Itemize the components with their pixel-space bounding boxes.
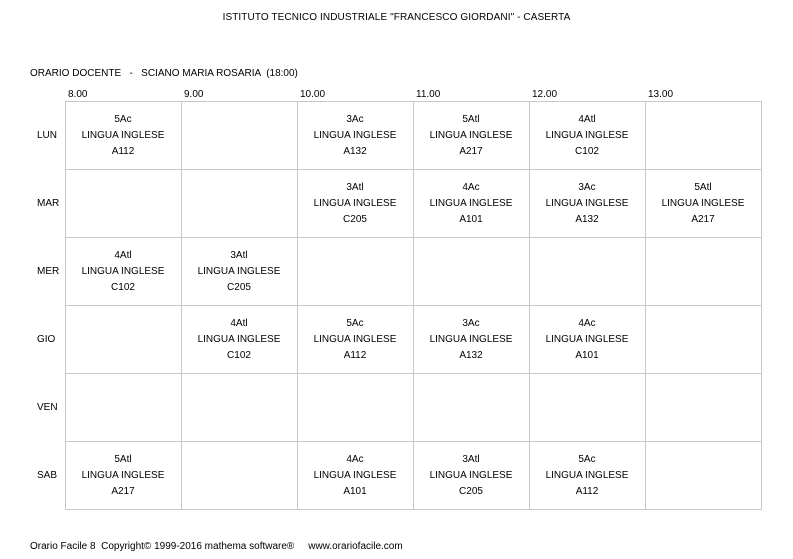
empty-cell xyxy=(297,238,413,306)
day-label: LUN xyxy=(30,102,65,170)
lesson-cell xyxy=(181,238,297,306)
page-title: ISTITUTO TECNICO INDUSTRIALE "FRANCESCO GIORDANI" - CASERTA xyxy=(222,12,571,23)
lesson-cell xyxy=(529,102,645,170)
lesson xyxy=(298,112,413,160)
table-row xyxy=(30,238,761,306)
lesson-class: 5Atl xyxy=(462,113,480,125)
lesson-subject: LINGUA INGLESE xyxy=(313,129,397,141)
lesson-room: A132 xyxy=(343,145,367,157)
day-label: GIO xyxy=(30,306,65,374)
lesson-subject: LINGUA INGLESE xyxy=(81,265,165,277)
lesson-subject: LINGUA INGLESE xyxy=(545,469,629,481)
table-row xyxy=(30,374,761,442)
footer xyxy=(30,541,403,552)
time-label: 9.00 xyxy=(184,89,204,100)
lesson-subject: LINGUA INGLESE xyxy=(81,129,165,141)
lesson-subject: LINGUA INGLESE xyxy=(197,265,281,277)
lesson-cell xyxy=(65,238,181,306)
lesson-cell xyxy=(413,306,529,374)
empty-cell xyxy=(181,102,297,170)
empty-cell xyxy=(65,306,181,374)
lesson-room: A101 xyxy=(343,485,367,497)
lesson-subject: LINGUA INGLESE xyxy=(197,333,281,345)
lesson-room: C102 xyxy=(111,281,135,293)
day-label: MER xyxy=(30,238,65,306)
empty-cell xyxy=(65,374,181,442)
lesson-room: A217 xyxy=(691,213,715,225)
lesson-room: A217 xyxy=(459,145,483,157)
lesson-cell xyxy=(413,442,529,510)
lesson-room: A217 xyxy=(111,485,135,497)
lesson xyxy=(414,112,529,160)
lesson-cell xyxy=(297,102,413,170)
lesson-subject: LINGUA INGLESE xyxy=(429,333,513,345)
lesson-cell xyxy=(65,102,181,170)
lesson xyxy=(646,180,761,228)
lesson-class: 3Ac xyxy=(346,113,364,125)
lesson xyxy=(182,248,297,296)
lesson-class: 4Ac xyxy=(578,317,596,329)
lesson-room: A132 xyxy=(575,213,599,225)
lesson-cell xyxy=(297,170,413,238)
lesson-cell xyxy=(413,170,529,238)
lesson-class: 4Ac xyxy=(462,181,480,193)
lesson-cell xyxy=(529,442,645,510)
lesson xyxy=(530,180,645,228)
lesson-class: 3Ac xyxy=(578,181,596,193)
empty-cell xyxy=(181,170,297,238)
empty-cell xyxy=(413,374,529,442)
lesson-cell xyxy=(65,442,181,510)
lesson-room: A101 xyxy=(459,213,483,225)
empty-cell xyxy=(645,442,761,510)
lesson xyxy=(182,316,297,364)
lesson-room: A101 xyxy=(575,349,599,361)
lesson-class: 4Atl xyxy=(114,249,132,261)
empty-cell xyxy=(297,374,413,442)
time-label: 11.00 xyxy=(416,89,441,100)
lesson-class: 4Ac xyxy=(346,453,364,465)
lesson-class: 4Atl xyxy=(230,317,248,329)
lesson-cell xyxy=(297,442,413,510)
empty-cell xyxy=(529,374,645,442)
table-row xyxy=(30,170,761,238)
lesson xyxy=(530,452,645,500)
lesson-cell xyxy=(181,306,297,374)
lesson-cell xyxy=(529,306,645,374)
footer-website: www.orariofacile.com xyxy=(308,541,403,552)
timetable-grid xyxy=(30,101,762,510)
empty-cell xyxy=(645,374,761,442)
time-label: 10.00 xyxy=(300,89,326,100)
lesson xyxy=(414,452,529,500)
lesson-room: A132 xyxy=(459,349,483,361)
empty-cell xyxy=(181,442,297,510)
lesson-room: A112 xyxy=(111,145,135,157)
lesson-subject: LINGUA INGLESE xyxy=(661,197,745,209)
lesson xyxy=(414,180,529,228)
empty-cell xyxy=(65,170,181,238)
lesson-room: C102 xyxy=(575,145,599,157)
lesson-cell xyxy=(645,170,761,238)
lesson xyxy=(66,452,181,500)
lesson xyxy=(530,316,645,364)
lesson-room: C205 xyxy=(227,281,251,293)
teacher-name: SCIANO MARIA ROSARIA xyxy=(141,68,261,79)
lesson xyxy=(414,316,529,364)
lesson-class: 3Atl xyxy=(462,453,480,465)
time-label: 8.00 xyxy=(68,89,88,100)
lesson-class: 5Ac xyxy=(346,317,364,329)
empty-cell xyxy=(413,238,529,306)
empty-cell xyxy=(529,238,645,306)
schedule-subtitle xyxy=(30,68,298,79)
lesson-class: 5Ac xyxy=(114,113,132,125)
table-row xyxy=(30,306,761,374)
lesson-cell xyxy=(413,102,529,170)
lesson-class: 3Ac xyxy=(462,317,480,329)
footer-copyright: Orario Facile 8 Copyright© 1999-2016 mathema software® xyxy=(30,541,295,552)
lesson xyxy=(66,112,181,160)
lesson-subject: LINGUA INGLESE xyxy=(545,333,629,345)
lesson-cell xyxy=(529,170,645,238)
subtitle-separator: - xyxy=(129,68,133,79)
empty-cell xyxy=(645,102,761,170)
time-label: 12.00 xyxy=(532,89,558,100)
lesson-room: C102 xyxy=(227,349,251,361)
lesson xyxy=(298,316,413,364)
lesson-subject: LINGUA INGLESE xyxy=(81,469,165,481)
empty-cell xyxy=(181,374,297,442)
lesson xyxy=(530,112,645,160)
lesson-subject: LINGUA INGLESE xyxy=(313,333,397,345)
lesson-room: A112 xyxy=(343,349,367,361)
day-label: VEN xyxy=(30,374,65,442)
lesson-subject: LINGUA INGLESE xyxy=(429,197,513,209)
lesson-subject: LINGUA INGLESE xyxy=(313,197,397,209)
empty-cell xyxy=(645,306,761,374)
lesson-cell xyxy=(297,306,413,374)
lesson-subject: LINGUA INGLESE xyxy=(313,469,397,481)
lesson-subject: LINGUA INGLESE xyxy=(429,129,513,141)
table-row xyxy=(30,442,761,510)
lesson xyxy=(298,180,413,228)
lesson-subject: LINGUA INGLESE xyxy=(429,469,513,481)
lesson-subject: LINGUA INGLESE xyxy=(545,129,629,141)
lesson-class: 4Atl xyxy=(578,113,596,125)
lesson-room: A112 xyxy=(575,485,599,497)
table-row xyxy=(30,102,761,170)
lesson-class: 5Ac xyxy=(578,453,596,465)
lesson-room: C205 xyxy=(459,485,483,497)
empty-cell xyxy=(645,238,761,306)
lesson xyxy=(298,452,413,500)
schedule-type: ORARIO DOCENTE xyxy=(30,68,122,79)
day-label: MAR xyxy=(30,170,65,238)
lesson-class: 3Atl xyxy=(346,181,364,193)
lesson-room: C205 xyxy=(343,213,367,225)
time-label: 13.00 xyxy=(648,89,674,100)
lesson-class: 5Atl xyxy=(114,453,132,465)
lesson-subject: LINGUA INGLESE xyxy=(545,197,629,209)
lesson-class: 5Atl xyxy=(694,181,712,193)
lesson-class: 3Atl xyxy=(230,249,248,261)
teacher-hours: (18:00) xyxy=(266,68,298,79)
lesson xyxy=(66,248,181,296)
day-label: SAB xyxy=(30,442,65,510)
